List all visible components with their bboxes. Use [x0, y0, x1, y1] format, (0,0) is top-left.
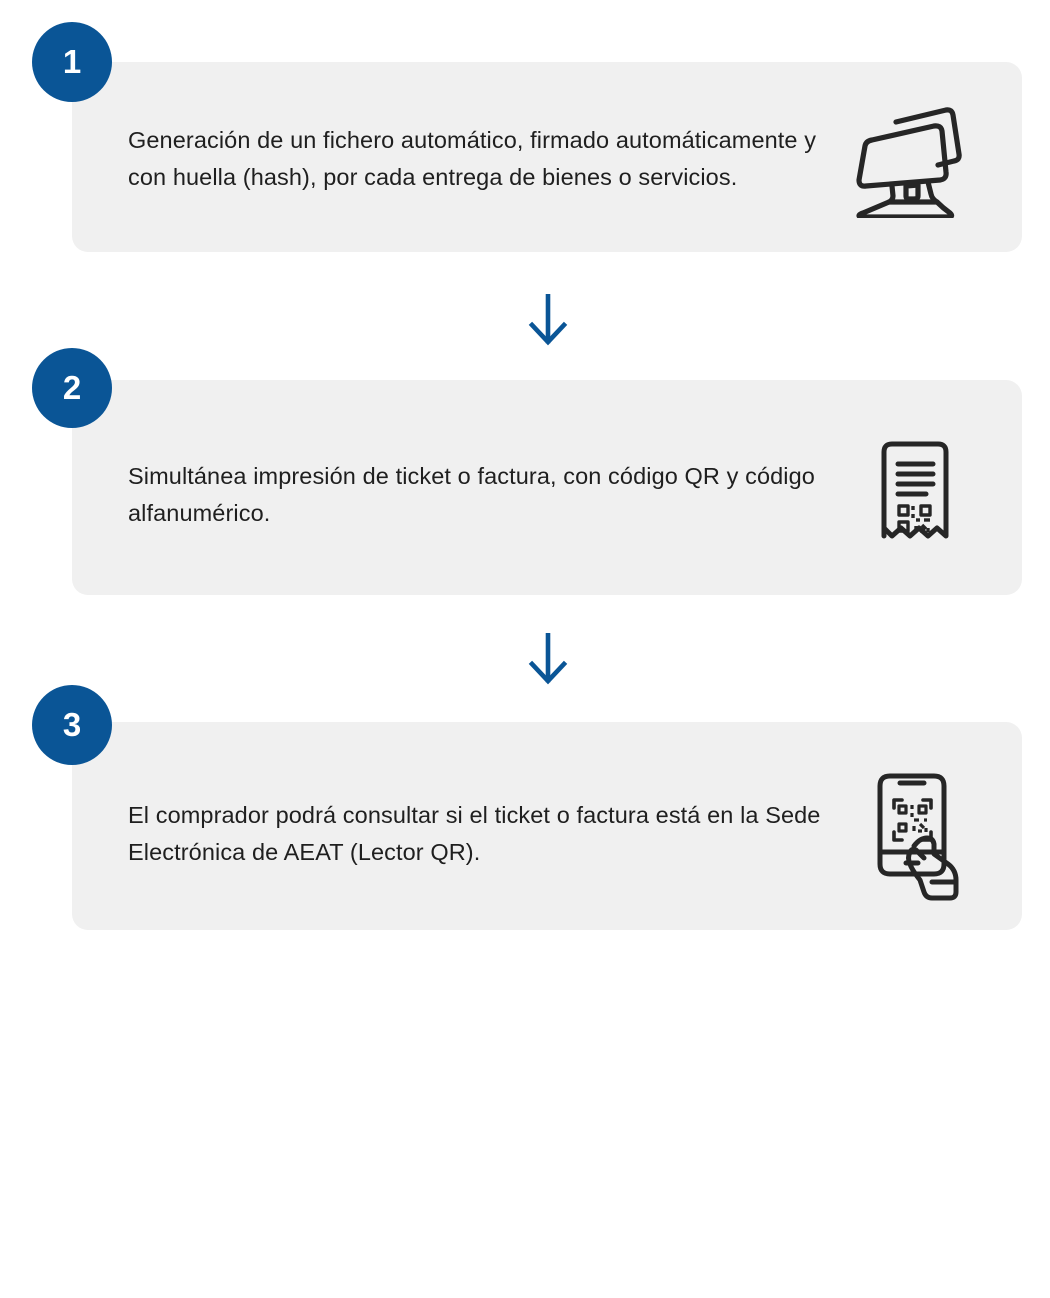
step-1-card — [72, 62, 1022, 252]
receipt-qr-icon — [876, 440, 954, 552]
step-2-text: Simultánea impresión de ticket o factura, con código QR y código alfanumérico. — [128, 462, 815, 526]
arrow-down-icon-1 — [523, 294, 573, 346]
step-2-badge: 2 — [32, 348, 112, 428]
arrow-down-icon-2 — [523, 633, 573, 685]
pos-terminal-icon — [856, 100, 964, 218]
phone-qr-scan-icon — [874, 772, 964, 904]
step-3-card — [72, 722, 1022, 930]
step-2-card — [72, 380, 1022, 595]
step-3-text: El comprador podrá consultar si el ticket o factura está en la Sede Electrónica de AEAT (Lector QR). — [128, 802, 821, 865]
step-3-badge: 3 — [32, 685, 112, 765]
step-1-text: Generación de un fichero automático, firmado automáticamente y con huella (hash), por cada entrega de bienes o servicios. — [128, 127, 817, 190]
step-1-badge: 1 — [32, 22, 112, 102]
